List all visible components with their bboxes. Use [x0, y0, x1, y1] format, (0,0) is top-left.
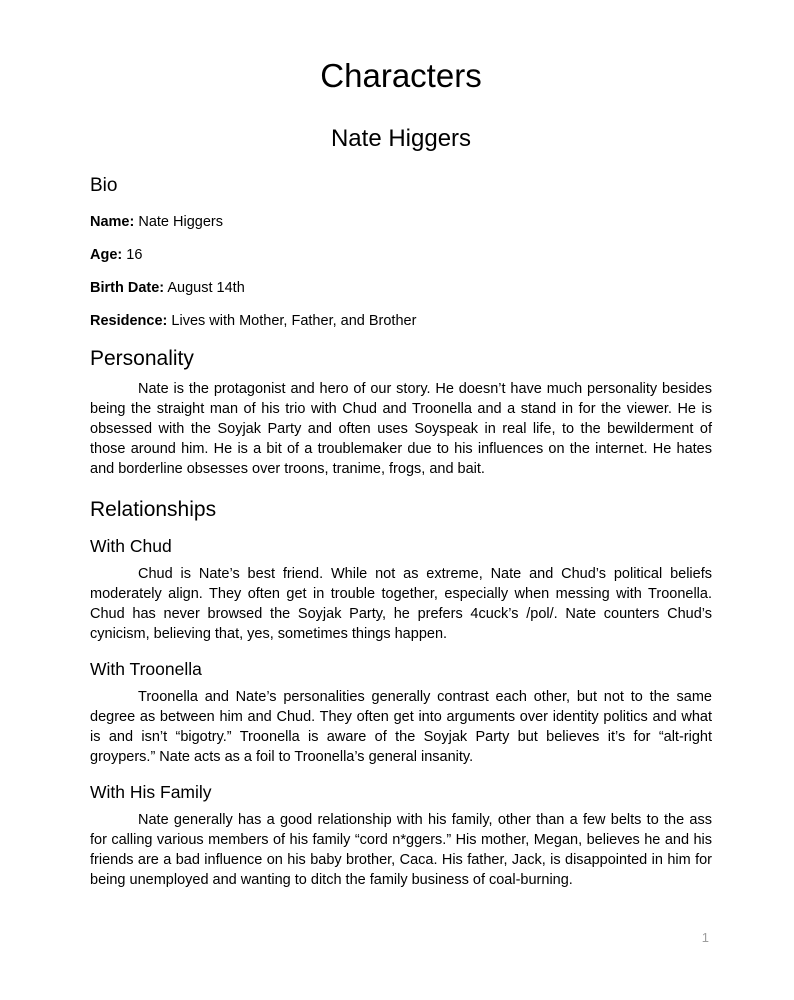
document-title: Characters — [320, 57, 482, 94]
subsection-paragraph-with-chud: Chud is Nate’s best friend. While not as extreme, Nate and Chud’s political beliefs moderately align. They often get in trouble together, especially when messing with Troonella. Chud has never browsed the Soyjak Party, he prefers 4cuck’s /pol/. Nate counters Chud’s cynicism, believing that, yes, sometimes things happen. — [90, 566, 712, 642]
subsection-heading-with-chud: With Chud — [90, 536, 172, 556]
bio-field-birth-date — [90, 280, 712, 297]
subsection-paragraph-with-troonella: Troonella and Nate’s personalities generally contrast each other, but not to the same degree as between him and Chud. They often get into arguments over identity politics and what is and isn’t “bigotry.” Troonella is aware of the Soyjak Party but believes it’s for “alt-right groypers.” Nate acts as a foil to Troonella’s general insanity. — [90, 689, 712, 765]
subsection-heading-with-his-family: With His Family — [90, 782, 212, 802]
bio-field-value: 16 — [126, 247, 143, 263]
relationships-heading: Relationships — [90, 498, 217, 521]
document-subtitle: Nate Higgers — [330, 125, 472, 152]
subsection-paragraph-with-his-family: Nate generally has a good relationship with his family, other than a few belts to the ass for calling various members of his family “cord n*ggers.” His mother, Megan, believes he and his friends are a bad influence on his baby brother, Caca. His father, Jack, is disappointed in him for being unemployed and wanting to ditch the family business of coal-burning. — [90, 812, 712, 888]
bio-field-label: Birth Date: — [90, 280, 165, 296]
personality-paragraph: Nate is the protagonist and hero of our story. He doesn’t have much personality besides being the straight man of his trio with Chud and Troonella and a stand in for the viewer. He is obsessed with the Soyjak Party and often uses Soyspeak in real life, to the bewilderment of those around him. He is a bit of a troublemaker due to his influences on the internet. He hates and borderline obsesses over troons, tranime, frogs, and bait. — [90, 381, 712, 477]
bio-field-label: Age: — [90, 247, 123, 263]
bio-field-value: Nate Higgers — [138, 214, 223, 230]
bio-field-residence — [90, 313, 712, 330]
subsection-heading-with-troonella: With Troonella — [90, 659, 202, 679]
bio-field-label: Name: — [90, 214, 135, 230]
bio-field-age — [90, 247, 712, 264]
bio-field-value: August 14th — [167, 280, 245, 296]
bio-heading: Bio — [90, 175, 118, 196]
personality-heading: Personality — [90, 347, 194, 370]
page-number: 1 — [701, 930, 709, 945]
bio-field-label: Residence: — [90, 313, 168, 329]
bio-field-value: Lives with Mother, Father, and Brother — [171, 313, 417, 329]
bio-field-name — [90, 214, 712, 231]
